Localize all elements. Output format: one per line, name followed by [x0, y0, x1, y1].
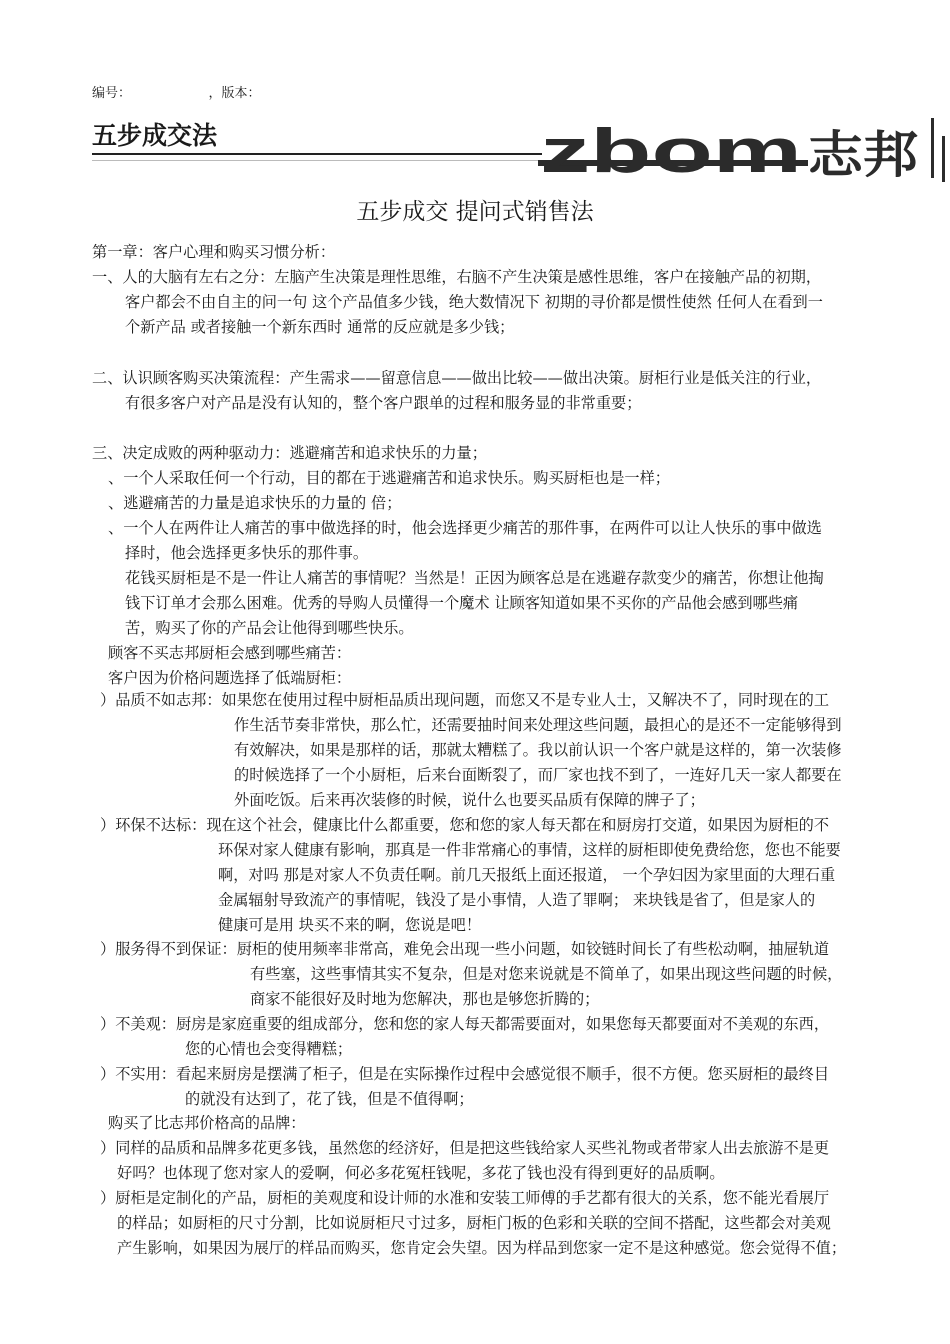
- paragraph-line: ）环保不达标：现在这个社会，健康比什么都重要，您和您的家人每天都在和厨房打交道，如果因为厨柜的不: [100, 816, 829, 834]
- paragraph-line: ）不实用：看起来厨房是摆满了柜子，但是在实际操作过程中会感觉很不顺手，很不方便。您买厨柜的最终目: [100, 1065, 829, 1083]
- zbom-logo: [538, 116, 950, 186]
- paragraph-line: 二、认识顾客购买决策流程：产生需求——留意信息——做出比较——做出决策。厨柜行业是低关注的行业，: [92, 369, 821, 387]
- logo-wordmark: zbom: [540, 117, 802, 186]
- paragraph-line: 产生影响，如果因为展厅的样品而购买，您肯定会失望。因为样品到您家一定不是这种感觉。您会觉得不值；: [117, 1239, 846, 1257]
- paragraph-line: ）不美观：厨房是家庭重要的组成部分，您和您的家人每天都需要面对，如果您每天都要面对不美观的东西，: [100, 1015, 829, 1033]
- paragraph-line: 金属辐射导致流产的事情呢，钱没了是小事情，人造了罪啊； 来块钱是省了，但是家人的: [218, 891, 816, 909]
- chapter-heading: 第一章：客户心理和购买习惯分析：: [92, 243, 335, 261]
- header-rule: [92, 153, 542, 155]
- paragraph-line: ）厨柜是定制化的产品，厨柜的美观度和设计师的水准和安装工师傅的手艺都有很大的关系，您不能光看展厅: [100, 1189, 829, 1207]
- paragraph-line: 个新产品 或者接触一个新东西时 通常的反应就是多少钱；: [125, 318, 515, 336]
- document-title: 五步成交法: [92, 121, 218, 150]
- paragraph-line: 啊，对吗 那是对家人不负责任啊。前几天报纸上面还报道， 一个孕妇因为家里面的大理石重: [218, 866, 836, 884]
- paragraph-line: 、一个人在两件让人痛苦的事中做选择的时，他会选择更少痛苦的那件事，在两件可以让人快乐的事中做选: [108, 519, 822, 537]
- paragraph-line: 购买了比志邦价格高的品牌：: [108, 1114, 306, 1132]
- paragraph-line: 外面吃饭。后来再次装修的时候，说什么也要买品质有保障的牌子了；: [234, 791, 705, 809]
- paragraph-line: ）同样的品质和品牌多花更多钱，虽然您的经济好，但是把这些钱给家人买些礼物或者带家人出去旅游不是更: [100, 1139, 829, 1157]
- version-label: ，版本：: [208, 86, 261, 101]
- paragraph-line: 健康可是用 块买不来的啊，您说是吧！: [218, 916, 482, 934]
- paragraph-line: 的就没有达到了，花了钱，但是不值得啊；: [185, 1090, 474, 1108]
- paragraph-line: 顾客不买志邦厨柜会感到哪些痛苦：: [108, 644, 351, 662]
- paragraph-line: 一、人的大脑有左右之分：左脑产生决策是理性思维，右脑不产生决策是感性思维，客户在接触产品的初期，: [92, 268, 821, 286]
- logo-chinese: 志邦: [808, 126, 918, 184]
- paragraph-line: 商家不能很好及时地为您解决，那也是够您折腾的；: [250, 990, 600, 1008]
- main-title: 五步成交 提问式销售法: [356, 199, 594, 225]
- paragraph-line: 客户因为价格问题选择了低端厨柜：: [108, 669, 351, 687]
- paragraph-line: ）服务得不到保证：厨柜的使用频率非常高，难免会出现一些小问题，如铰链时间长了有些松动啊，抽屉轨道: [100, 940, 829, 958]
- paragraph-line: 择时，他会选择更多快乐的那件事。: [125, 544, 368, 562]
- paragraph-line: 三、决定成败的两种驱动力：逃避痛苦和追求快乐的力量；: [92, 444, 487, 462]
- paragraph-line: 的样品；如厨柜的尺寸分割，比如说厨柜尺寸过多，厨柜门板的色彩和关联的空间不搭配，这些都会对美观: [117, 1214, 831, 1232]
- paragraph-line: 客户都会不由自主的问一句 这个产品值多少钱，绝大数情况下 初期的寻价都是惯性使然 任何人在看到一: [125, 293, 823, 311]
- paragraph-line: ）品质不如志邦：如果您在使用过程中厨柜品质出现问题，而您又不是专业人士，又解决不了，同时现在的工: [100, 691, 829, 709]
- serial-label: 编号：: [92, 86, 125, 101]
- paragraph-line: 苦，购买了你的产品会让他得到哪些快乐。: [125, 619, 414, 637]
- paragraph-line: 、一个人采取任何一个行动，目的都在于逃避痛苦和追求快乐。购买厨柜也是一样；: [108, 469, 670, 487]
- paragraph-line: 、逃避痛苦的力量是追求快乐的力量的 倍；: [108, 494, 402, 512]
- paragraph-line: 钱下订单才会那么困难。优秀的导购人员懂得一个魔术 让顾客知道如果不买你的产品他会感到哪些痛: [125, 594, 799, 612]
- paragraph-line: 环保对家人健康有影响，那真是一件非常痛心的事情，这样的厨柜即使免费给您，您也不能要: [218, 841, 841, 859]
- paragraph-line: 作生活节奏非常快，那么忙，还需要抽时间来处理这些问题，最担心的是还不一定能够得到: [234, 716, 842, 734]
- paragraph-line: 花钱买厨柜是不是一件让人痛苦的事情呢？当然是！正因为顾客总是在逃避存款变少的痛苦，你想让他掏: [125, 569, 824, 587]
- paragraph-line: 有些塞，这些事情其实不复杂，但是对您来说就是不简单了，如果出现这些问题的时候，: [250, 965, 843, 983]
- document-meta: [92, 82, 261, 101]
- paragraph-line: 好吗？也体现了您对家人的爱啊，何必多花冤枉钱呢，多花了钱也没有得到更好的品质啊。: [117, 1164, 725, 1182]
- header-rule-thin: [92, 160, 542, 161]
- paragraph-line: 您的心情也会变得糟糕；: [185, 1040, 353, 1058]
- paragraph-line: 有很多客户对产品是没有认知的，整个客户跟单的过程和服务显的非常重要；: [125, 394, 642, 412]
- paragraph-line: 有效解决，如果是那样的话，那就太糟糕了。我以前认识一个客户就是这样的，第一次装修: [234, 741, 842, 759]
- paragraph-line: 的时候选择了一个小厨柜，后来台面断裂了，而厂家也找不到了，一连好几天一家人都要在: [234, 766, 842, 784]
